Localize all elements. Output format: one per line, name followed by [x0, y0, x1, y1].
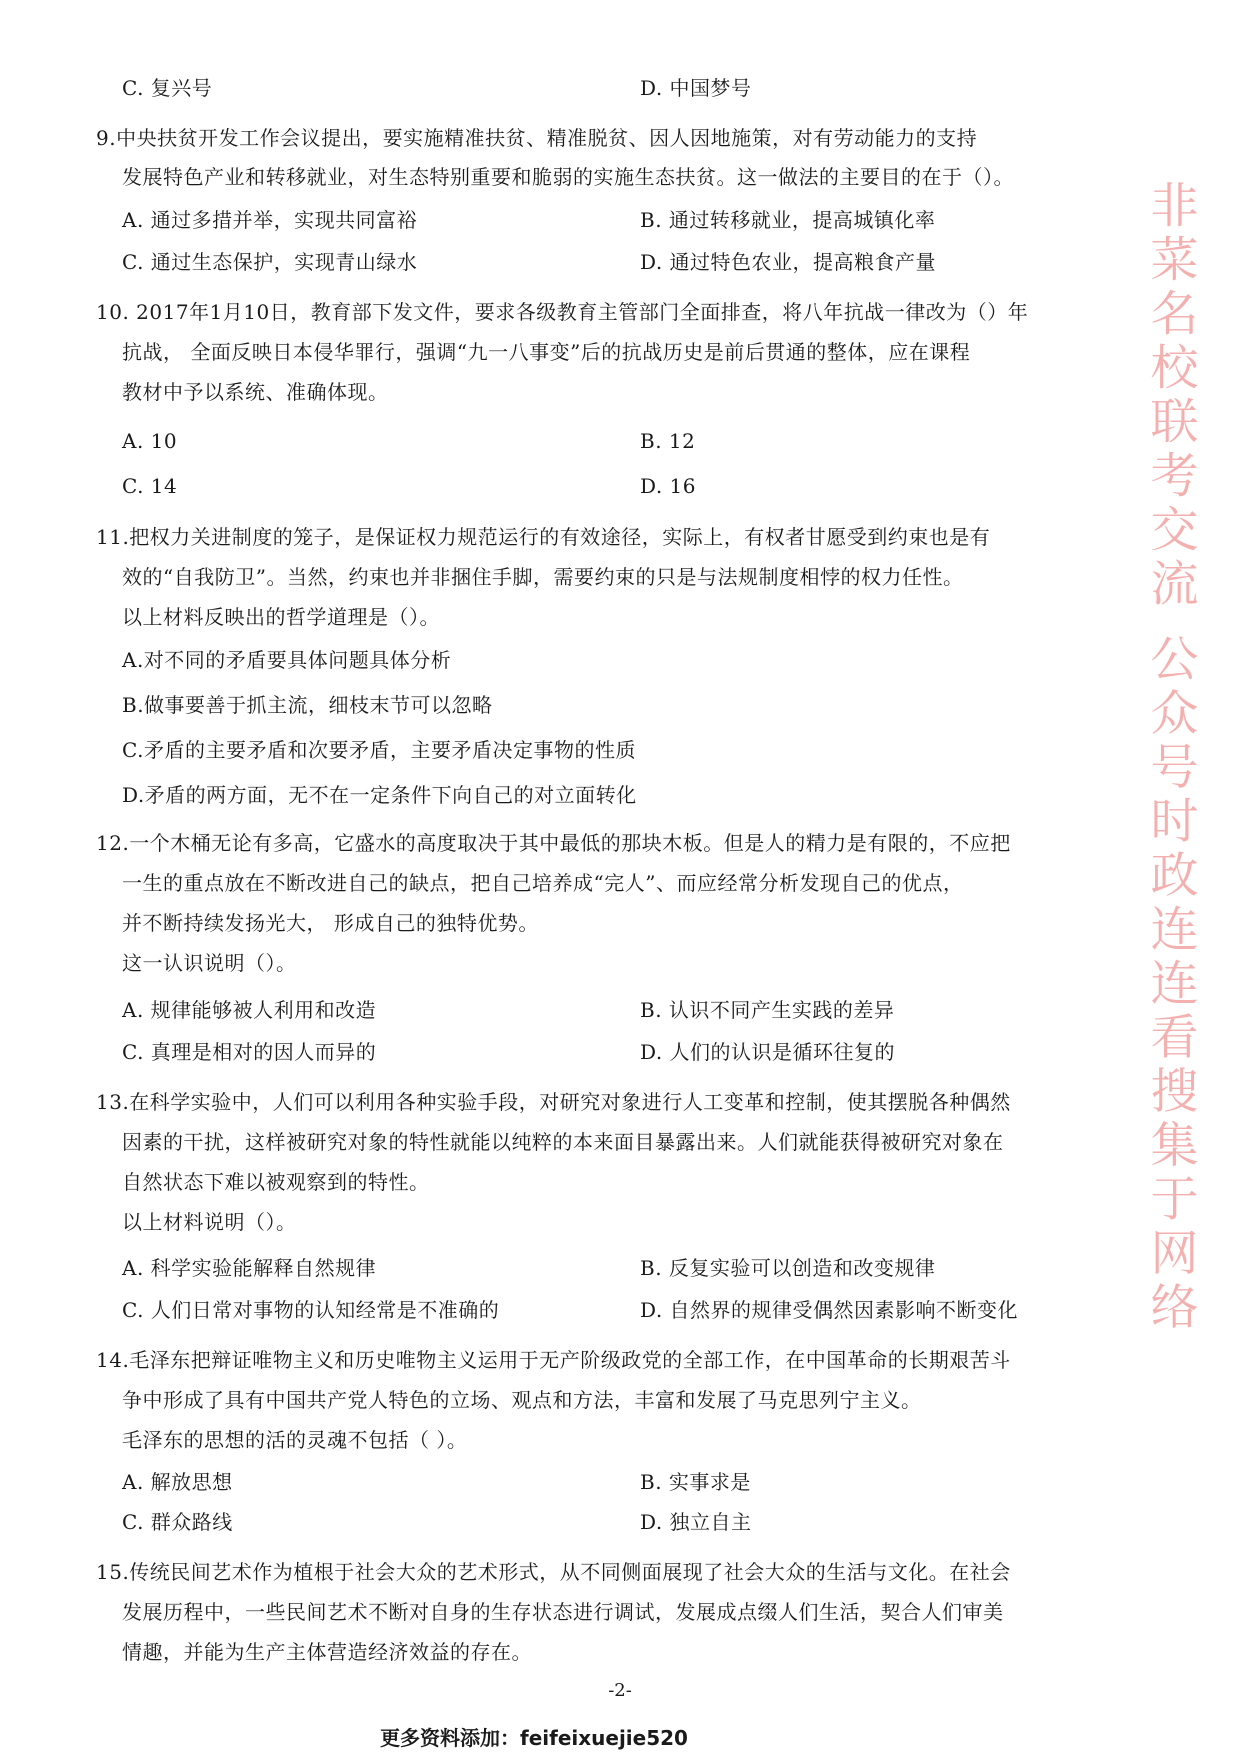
question-text: 15.传统民间艺术作为植根于社会大众的艺术形式，从不同侧面展现了社会大众的生活与文化。在社会 — [96, 1560, 1011, 1584]
option-b: B. 反复实验可以创造和改变规律 — [640, 1256, 936, 1280]
page-number: -2- — [608, 1680, 632, 1701]
option-a: A.对不同的矛盾要具体问题具体分析 — [122, 648, 452, 672]
question-text: 毛泽东的思想的活的灵魂不包括（ ）。 — [122, 1428, 468, 1452]
question-text: 9.中央扶贫开发工作会议提出，要实施精准扶贫、精准脱贫、因人因地施策，对有劳动能力的支持 — [96, 126, 978, 150]
option-a: A. 科学实验能解释自然规律 — [122, 1256, 377, 1280]
question-text: 13.在科学实验中，人们可以利用各种实验手段，对研究对象进行人工变革和控制，使其摆脱各种偶然 — [96, 1090, 1011, 1114]
option-c: C. 复兴号 — [122, 76, 213, 100]
option-c: C. 通过生态保护，实现青山绿水 — [122, 250, 418, 274]
watermark: 非菜名校联考交流 公众号时政连连看搜集于网络 — [1142, 180, 1198, 1336]
question-text: 发展特色产业和转移就业，对生态特别重要和脆弱的实施生态扶贫。这一做法的主要目的在于（）。 — [122, 165, 1014, 189]
option-c: C. 群众路线 — [122, 1510, 233, 1534]
option-b: B.做事要善于抓主流，细枝末节可以忽略 — [122, 693, 493, 717]
question-text: 抗战， 全面反映日本侵华罪行，强调“九一八事变”后的抗战历史是前后贯通的整体，应在课程 — [122, 340, 971, 364]
question-text: 情趣，并能为生产主体营造经济效益的存在。 — [122, 1640, 532, 1664]
question-text: 因素的干扰，这样被研究对象的特性就能以纯粹的本来面目暴露出来。人们就能获得被研究对象在 — [122, 1130, 1004, 1154]
question-text: 发展历程中，一些民间艺术不断对自身的生存状态进行调试，发展成点缀人们生活，契合人们审美 — [122, 1600, 1004, 1624]
question-text: 这一认识说明（）。 — [122, 951, 297, 975]
question-text: 教材中予以系统、准确体现。 — [122, 380, 389, 404]
option-c: C. 人们日常对事物的认知经常是不准确的 — [122, 1298, 500, 1322]
option-d: D. 自然界的规律受偶然因素影响不断变化 — [640, 1298, 1019, 1322]
footer-note: 更多资料添加：feifeixuejie520 — [380, 1726, 688, 1750]
question-text: 争中形成了具有中国共产党人特色的立场、观点和方法，丰富和发展了马克思列宁主义。 — [122, 1388, 922, 1412]
option-b: B. 12 — [640, 429, 696, 453]
option-d: D. 通过特色农业，提高粮食产量 — [640, 250, 937, 274]
option-d: D. 中国梦号 — [640, 76, 752, 100]
question-text: 并不断持续发扬光大， 形成自己的独特优势。 — [122, 911, 539, 935]
option-d: D. 16 — [640, 474, 696, 498]
option-b: B. 实事求是 — [640, 1470, 751, 1494]
question-text: 10. 2017年1月10日，教育部下发文件，要求各级教育主管部门全面排查，将八年抗战一律改为（）年 — [96, 300, 1029, 324]
option-c: C.矛盾的主要矛盾和次要矛盾，主要矛盾决定事物的性质 — [122, 738, 636, 762]
question-text: 14.毛泽东把辩证唯物主义和历史唯物主义运用于无产阶级政党的全部工作，在中国革命的长期艰苦斗 — [96, 1348, 1011, 1372]
option-c: C. 14 — [122, 474, 178, 498]
question-text: 11.把权力关进制度的笼子，是保证权力规范运行的有效途径，实际上，有权者甘愿受到约束也是有 — [96, 525, 991, 549]
option-d: D.矛盾的两方面，无不在一定条件下向自己的对立面转化 — [122, 783, 637, 807]
question-text: 以上材料说明（）。 — [122, 1210, 297, 1234]
question-text: 一生的重点放在不断改进自己的缺点，把自己培养成“完人”、而应经常分析发现自己的优点， — [122, 871, 964, 895]
option-d: D. 独立自主 — [640, 1510, 752, 1534]
option-a: A. 10 — [122, 429, 178, 453]
question-text: 以上材料反映出的哲学道理是（）。 — [122, 605, 440, 629]
option-b: B. 认识不同产生实践的差异 — [640, 998, 895, 1022]
option-b: B. 通过转移就业，提高城镇化率 — [640, 208, 936, 232]
option-a: A. 解放思想 — [122, 1470, 233, 1494]
option-d: D. 人们的认识是循环往复的 — [640, 1040, 896, 1064]
option-c: C. 真理是相对的因人而异的 — [122, 1040, 377, 1064]
option-a: A. 规律能够被人利用和改造 — [122, 998, 377, 1022]
question-text: 自然状态下难以被观察到的特性。 — [122, 1170, 430, 1194]
option-a: A. 通过多措并举，实现共同富裕 — [122, 208, 418, 232]
question-text: 效的“自我防卫”。当然，约束也并非捆住手脚，需要约束的只是与法规制度相悖的权力任性。 — [122, 565, 964, 589]
question-text: 12.一个木桶无论有多高，它盛水的高度取决于其中最低的那块木板。但是人的精力是有限的，不应把 — [96, 831, 1011, 855]
